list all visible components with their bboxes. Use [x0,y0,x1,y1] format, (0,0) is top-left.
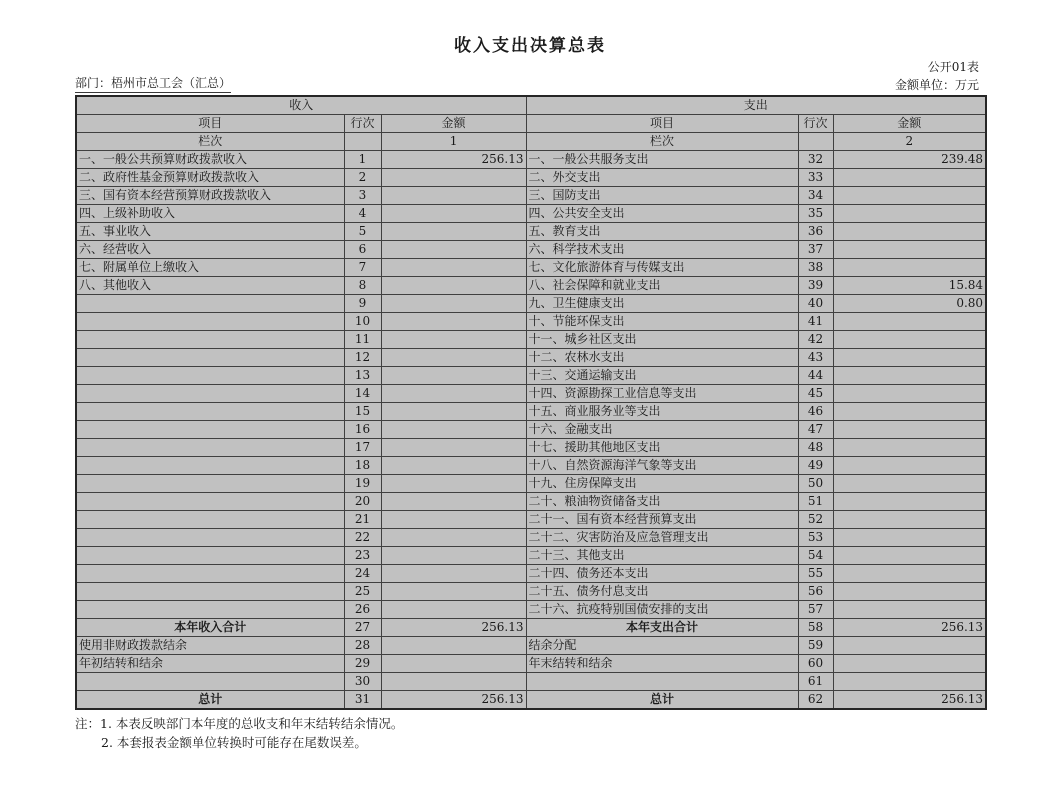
expenditure-rownum-cell: 41 [798,313,833,331]
income-rownum-cell: 5 [344,223,381,241]
income-item-cell: 总计 [76,691,344,710]
income-rownum-cell: 12 [344,349,381,367]
expenditure-rownum-cell: 44 [798,367,833,385]
income-amount-cell [381,673,526,691]
income-amount-cell [381,313,526,331]
income-item-cell [76,331,344,349]
income-item-cell: 本年收入合计 [76,619,344,637]
table-row [76,205,986,223]
expenditure-amount-cell [833,655,986,673]
expenditure-section-header: 支出 [526,96,986,115]
expenditure-item-cell: 四、公共安全支出 [526,205,798,223]
income-amount-cell [381,349,526,367]
income-item-cell [76,349,344,367]
expenditure-item-cell: 二十五、债务付息支出 [526,583,798,601]
income-amount-cell [381,601,526,619]
expenditure-lanci-label: 栏次 [526,133,798,151]
table-row [76,583,986,601]
income-rownum-cell: 1 [344,151,381,169]
expenditure-amount-cell [833,241,986,259]
expenditure-amount-cell [833,187,986,205]
expenditure-item-cell: 七、文化旅游体育与传媒支出 [526,259,798,277]
income-amount-cell [381,385,526,403]
expenditure-amount-cell [833,331,986,349]
income-item-cell [76,367,344,385]
income-amount-cell [381,259,526,277]
expenditure-amount-cell [833,259,986,277]
table-row [76,457,986,475]
expenditure-rownum-cell: 58 [798,619,833,637]
final-accounts-summary-table [75,95,987,710]
expenditure-rownum-cell: 54 [798,547,833,565]
income-lanci-empty [344,133,381,151]
expenditure-rownum-cell: 36 [798,223,833,241]
income-rownum-header: 行次 [344,115,381,133]
income-rownum-cell: 30 [344,673,381,691]
income-item-cell: 二、政府性基金预算财政拨款收入 [76,169,344,187]
expenditure-item-cell: 三、国防支出 [526,187,798,205]
income-rownum-cell: 2 [344,169,381,187]
expenditure-item-cell: 二十一、国有资本经营预算支出 [526,511,798,529]
income-amount-cell [381,583,526,601]
expenditure-item-cell: 九、卫生健康支出 [526,295,798,313]
income-rownum-cell: 13 [344,367,381,385]
income-rownum-cell: 14 [344,385,381,403]
expenditure-item-cell: 结余分配 [526,637,798,655]
expenditure-rownum-cell: 40 [798,295,833,313]
income-amount-cell [381,637,526,655]
income-rownum-cell: 26 [344,601,381,619]
income-item-cell [76,295,344,313]
expenditure-amount-cell [833,583,986,601]
table-row [76,691,986,710]
income-rownum-cell: 8 [344,277,381,295]
income-amount-header: 金额 [381,115,526,133]
income-amount-cell [381,493,526,511]
expenditure-item-cell: 一、一般公共服务支出 [526,151,798,169]
expenditure-amount-cell: 15.84 [833,277,986,295]
table-row [76,439,986,457]
income-amount-cell [381,457,526,475]
expenditure-rownum-cell: 33 [798,169,833,187]
expenditure-rownum-cell: 60 [798,655,833,673]
footnote-2: 2. 本套报表金额单位转换时可能存在尾数误差。 [101,735,367,750]
income-amount-cell [381,475,526,493]
expenditure-item-cell: 二十四、债务还本支出 [526,565,798,583]
expenditure-amount-cell [833,475,986,493]
page-title: 收入支出决算总表 [454,36,606,56]
income-rownum-cell: 21 [344,511,381,529]
expenditure-amount-cell [833,529,986,547]
expenditure-amount-cell [833,457,986,475]
expenditure-amount-cell [833,169,986,187]
income-amount-cell [381,295,526,313]
expenditure-amount-cell [833,385,986,403]
expenditure-rownum-cell: 35 [798,205,833,223]
table-row [76,295,986,313]
expenditure-amount-cell [833,313,986,331]
table-row [76,493,986,511]
income-item-header: 项目 [76,115,344,133]
expenditure-rownum-cell: 57 [798,601,833,619]
income-amount-cell: 256.13 [381,619,526,637]
expenditure-amount-cell [833,439,986,457]
expenditure-rownum-cell: 51 [798,493,833,511]
income-amount-cell [381,367,526,385]
table-row [76,367,986,385]
table-row [76,187,986,205]
income-amount-cell [381,277,526,295]
income-item-cell [76,547,344,565]
income-rownum-cell: 3 [344,187,381,205]
expenditure-lanci-empty [798,133,833,151]
table-row [76,313,986,331]
expenditure-rownum-cell: 49 [798,457,833,475]
income-amount-cell: 256.13 [381,691,526,710]
table-row [76,403,986,421]
income-item-cell: 使用非财政拨款结余 [76,637,344,655]
footnotes [75,714,985,752]
table-row [76,277,986,295]
expenditure-item-cell: 本年支出合计 [526,619,798,637]
table-row [76,349,986,367]
income-amount-cell [381,655,526,673]
expenditure-item-cell: 二十六、抗疫特别国债安排的支出 [526,601,798,619]
table-row [76,655,986,673]
table-row [76,619,986,637]
expenditure-item-cell: 二十三、其他支出 [526,547,798,565]
income-item-cell [76,673,344,691]
income-rownum-cell: 29 [344,655,381,673]
expenditure-rownum-cell: 39 [798,277,833,295]
expenditure-item-cell: 二十、粮油物资储备支出 [526,493,798,511]
income-item-cell [76,601,344,619]
income-rownum-cell: 22 [344,529,381,547]
income-item-cell [76,529,344,547]
expenditure-item-cell: 十七、援助其他地区支出 [526,439,798,457]
income-amount-cell [381,403,526,421]
expenditure-rownum-cell: 48 [798,439,833,457]
expenditure-rownum-cell: 38 [798,259,833,277]
expenditure-rownum-cell: 46 [798,403,833,421]
expenditure-rownum-cell: 56 [798,583,833,601]
table-row [76,241,986,259]
expenditure-amount-cell [833,493,986,511]
expenditure-amount-cell: 256.13 [833,691,986,710]
expenditure-rownum-cell: 43 [798,349,833,367]
income-amount-cell [381,223,526,241]
expenditure-item-header: 项目 [526,115,798,133]
expenditure-amount-cell [833,367,986,385]
expenditure-rownum-cell: 55 [798,565,833,583]
income-amount-cell [381,565,526,583]
meta-row [75,76,985,93]
income-item-cell [76,583,344,601]
income-rownum-cell: 7 [344,259,381,277]
expenditure-item-cell: 十五、商业服务业等支出 [526,403,798,421]
income-amount-cell [381,511,526,529]
expenditure-amount-cell [833,637,986,655]
expenditure-item-cell: 二、外交支出 [526,169,798,187]
expenditure-rownum-cell: 52 [798,511,833,529]
expenditure-item-cell: 十四、资源勘探工业信息等支出 [526,385,798,403]
table-row [76,169,986,187]
income-column-index: 1 [381,133,526,151]
income-item-cell: 一、一般公共预算财政拨款收入 [76,151,344,169]
expenditure-amount-cell [833,223,986,241]
column-index-row [76,133,986,151]
expenditure-rownum-cell: 62 [798,691,833,710]
expenditure-item-cell: 六、科学技术支出 [526,241,798,259]
income-amount-cell [381,331,526,349]
expenditure-amount-cell [833,349,986,367]
table-row [76,547,986,565]
income-rownum-cell: 23 [344,547,381,565]
income-rownum-cell: 18 [344,457,381,475]
expenditure-rownum-cell: 32 [798,151,833,169]
income-rownum-cell: 27 [344,619,381,637]
expenditure-item-cell: 十三、交通运输支出 [526,367,798,385]
table-row [76,511,986,529]
expenditure-amount-cell: 0.80 [833,295,986,313]
income-rownum-cell: 25 [344,583,381,601]
expenditure-rownum-cell: 59 [798,637,833,655]
table-row [76,565,986,583]
table-row [76,421,986,439]
department-label: 部门：梧州市总工会（汇总） [75,76,231,93]
expenditure-amount-cell: 239.48 [833,151,986,169]
income-amount-cell [381,169,526,187]
expenditure-item-cell [526,673,798,691]
expenditure-rownum-cell: 47 [798,421,833,439]
income-rownum-cell: 24 [344,565,381,583]
table-row [76,601,986,619]
income-amount-cell [381,439,526,457]
expenditure-item-cell: 十九、住房保障支出 [526,475,798,493]
income-rownum-cell: 4 [344,205,381,223]
income-rownum-cell: 31 [344,691,381,710]
expenditure-amount-header: 金额 [833,115,986,133]
income-rownum-cell: 15 [344,403,381,421]
income-item-cell [76,511,344,529]
expenditure-item-cell: 年末结转和结余 [526,655,798,673]
income-item-cell [76,457,344,475]
expenditure-item-cell: 十、节能环保支出 [526,313,798,331]
income-item-cell [76,403,344,421]
footnote-1: 注：1. 本表反映部门本年度的总收支和年末结转结余情况。 [75,716,404,731]
section-header-row [76,96,986,115]
income-item-cell [76,385,344,403]
expenditure-rownum-cell: 45 [798,385,833,403]
expenditure-amount-cell [833,673,986,691]
report-sheet [75,0,985,752]
income-rownum-cell: 17 [344,439,381,457]
expenditure-item-cell: 五、教育支出 [526,223,798,241]
income-item-cell: 五、事业收入 [76,223,344,241]
income-item-cell [76,313,344,331]
expenditure-rownum-cell: 42 [798,331,833,349]
income-rownum-cell: 6 [344,241,381,259]
table-row [76,529,986,547]
income-rownum-cell: 19 [344,475,381,493]
expenditure-rownum-cell: 34 [798,187,833,205]
income-item-cell [76,439,344,457]
income-rownum-cell: 9 [344,295,381,313]
income-item-cell: 六、经营收入 [76,241,344,259]
expenditure-column-index: 2 [833,133,986,151]
table-row [76,637,986,655]
unit-label: 金额单位：万元 [894,78,979,92]
table-row [76,259,986,277]
income-item-cell [76,493,344,511]
expenditure-item-cell: 十八、自然资源海洋气象等支出 [526,457,798,475]
expenditure-amount-cell [833,421,986,439]
expenditure-amount-cell [833,601,986,619]
income-rownum-cell: 11 [344,331,381,349]
income-rownum-cell: 28 [344,637,381,655]
form-code-label: 公开01表 [927,60,979,74]
income-rownum-cell: 16 [344,421,381,439]
table-row [76,673,986,691]
table-row [76,223,986,241]
expenditure-item-cell: 十一、城乡社区支出 [526,331,798,349]
income-item-cell: 年初结转和结余 [76,655,344,673]
income-item-cell [76,565,344,583]
expenditure-rownum-cell: 37 [798,241,833,259]
income-amount-cell [381,547,526,565]
expenditure-amount-cell: 256.13 [833,619,986,637]
expenditure-item-cell: 八、社会保障和就业支出 [526,277,798,295]
income-section-header: 收入 [76,96,526,115]
income-rownum-cell: 20 [344,493,381,511]
expenditure-rownum-cell: 50 [798,475,833,493]
table-row [76,331,986,349]
income-item-cell: 四、上级补助收入 [76,205,344,223]
expenditure-rownum-header: 行次 [798,115,833,133]
income-amount-cell [381,241,526,259]
income-item-cell: 三、国有资本经营预算财政拨款收入 [76,187,344,205]
income-item-cell: 八、其他收入 [76,277,344,295]
expenditure-amount-cell [833,511,986,529]
income-lanci-label: 栏次 [76,133,344,151]
expenditure-item-cell: 总计 [526,691,798,710]
expenditure-rownum-cell: 61 [798,673,833,691]
income-item-cell [76,421,344,439]
expenditure-amount-cell [833,205,986,223]
column-header-row [76,115,986,133]
income-amount-cell [381,421,526,439]
income-amount-cell: 256.13 [381,151,526,169]
expenditure-amount-cell [833,403,986,421]
expenditure-rownum-cell: 53 [798,529,833,547]
table-row [76,385,986,403]
expenditure-item-cell: 十二、农林水支出 [526,349,798,367]
expenditure-item-cell: 二十二、灾害防治及应急管理支出 [526,529,798,547]
table-row [76,151,986,169]
income-item-cell [76,475,344,493]
table-row [76,475,986,493]
income-amount-cell [381,205,526,223]
income-amount-cell [381,187,526,205]
expenditure-amount-cell [833,547,986,565]
income-item-cell: 七、附属单位上缴收入 [76,259,344,277]
expenditure-item-cell: 十六、金融支出 [526,421,798,439]
income-amount-cell [381,529,526,547]
income-rownum-cell: 10 [344,313,381,331]
expenditure-amount-cell [833,565,986,583]
